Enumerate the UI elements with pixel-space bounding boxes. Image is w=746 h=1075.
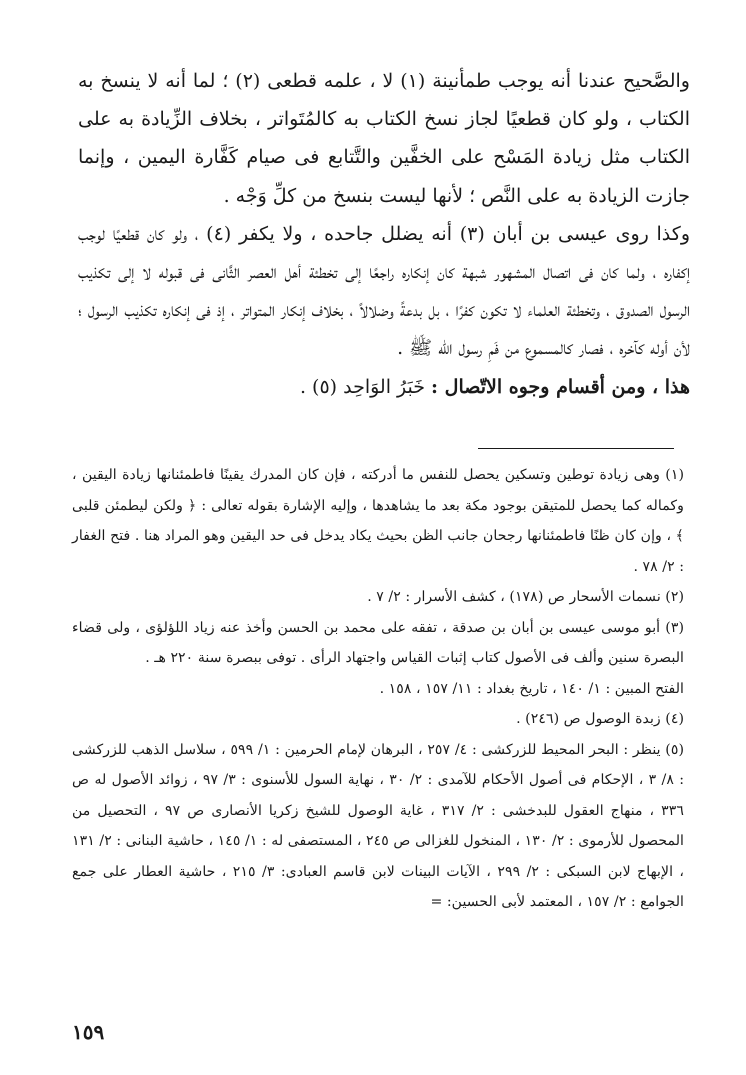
closing-line-rest: خَبَرُ الوَاحِد (٥) . bbox=[299, 375, 432, 398]
main-text bbox=[78, 62, 690, 406]
main-paragraph-2: وكذا روى عيسى بن أبان (٣) أنه يضلل جاحده ، ولا يكفر (٤) ، ولو كان قطعيًا لوجب إكفاره ، ولما كان فى اتصال المشهور شبهة كان إنكاره راجعًا إلى تخطئة أهل العصر الثَّانى فى قبوله لا إلى تكذيب الرسول الصدوق ، وتخطئة العلماء لا تكون كفرًا ، بل بدعةً وضلالاً ، بخلاف إنكار المتواتر ، إذ فى إنكاره تكذيب الرسول ؛ لأن أوله كآخره ، فصار كالمسموع من فَمِ رسول الله ﷺ . bbox=[78, 222, 691, 360]
footnote-3: (٣) أبو موسى عيسى بن أبان بن صدقة ، تفقه على محمد بن الحسن وأخذ عنه زياد اللؤلؤى ، ولى قضاء البصرة سنين وألف فى الأصول كتاب إثبات القياس واجتهاد الرأى . توفى ببصرة سنة ٢٢٠ هـ . bbox=[72, 619, 684, 666]
main-closing-line bbox=[78, 368, 690, 406]
footnote-divider bbox=[478, 448, 674, 449]
footnote-1: (١) وهى زيادة توطين وتسكين يحصل للنفس ما أدركته ، فإن كان المدرك يقينًا فاطمئنانها زيادة اليقين ، وكماله كما يحصل للمتيقن بوجود مكة بعد ما يشاهدها ، وإليه الإشارة بقوله تعالى : ﴿ ولكن ليطمئن قلبى ﴾ ، وإن كان ظنًا فاطمئنانها رجحان جانب الظن بحيث يكاد يدخل فى حد اليقين وهو المراد هنا . فتح الغفار : ٢/ ٧٨ . bbox=[72, 467, 684, 575]
footnote-3-sources: الفتح المبين : ١/ ١٤٠ ، تاريخ بغداد : ١١/ ١٥٧ ، ١٥٨ . bbox=[379, 680, 684, 697]
footnote-4: (٤) زبدة الوصول ص (٢٤٦) . bbox=[516, 711, 684, 727]
page-number: ١٥٩ bbox=[72, 1020, 105, 1044]
footnote-5: (٥) ينظر : البحر المحيط للزركشى : ٤/ ٢٥٧ ، البرهان لإمام الحرمين : ١/ ٥٩٩ ، سلاسل الذهب للزركشى : ٨/ ٣ ، الإحكام فى أصول الأحكام للآمدى : ٢/ ٣٠ ، نهاية السول للأسنوى : ٣/ ٩٧ ، زوائد الأصول له ص ٣٣٦ ، منهاج العقول للبدخشى : ٢/ ٣١٧ ، غاية الوصول للشيخ زكريا الأنصارى ص ٩٧ ، التحصيل من المحصول للأرموى : ٢/ ١٣٠ ، المنخول للغزالى ص ٢٤٥ ، المستصفى له : ١/ ١٤٥ ، حاشية البنانى : ٢/ ١٣١ ، الإبهاج لابن السبكى : ٢/ ٢٩٩ ، الآيات البينات لابن قاسم العبادى: ٣/ ٢١٥ ، حاشية العطار على جمع الجوامع : ٢/ ١٥٧ ، المعتمد لأبى الحسين: = bbox=[72, 741, 685, 910]
footnote-2: (٢) نسمات الأسحار ص (١٧٨) ، كشف الأسرار : ٢/ ٧ . bbox=[367, 589, 684, 605]
main-paragraph-1: والصَّحيح عندنا أنه يوجب طمأنينة (١) لا ، علمه قطعى (٢) ؛ لما أنه لا ينسخ به الكتاب ، ولو كان قطعيًا لجاز نسخ الكتاب به كالمُتَواتر ، بخلاف الزِّيادة به على الكتاب مثل زيادة المَسْح على الخفَّين والتَّتابع فى صيام كَفَّارة اليمين ، وإنما جازت الزيادة به على النَّص ؛ لأنها ليست بنسخ من كلِّ وَجْه . bbox=[78, 70, 690, 207]
footnotes bbox=[72, 460, 684, 918]
closing-line-heading: هذا ، ومن أقسام وجوه الاتّصال : bbox=[431, 375, 690, 398]
